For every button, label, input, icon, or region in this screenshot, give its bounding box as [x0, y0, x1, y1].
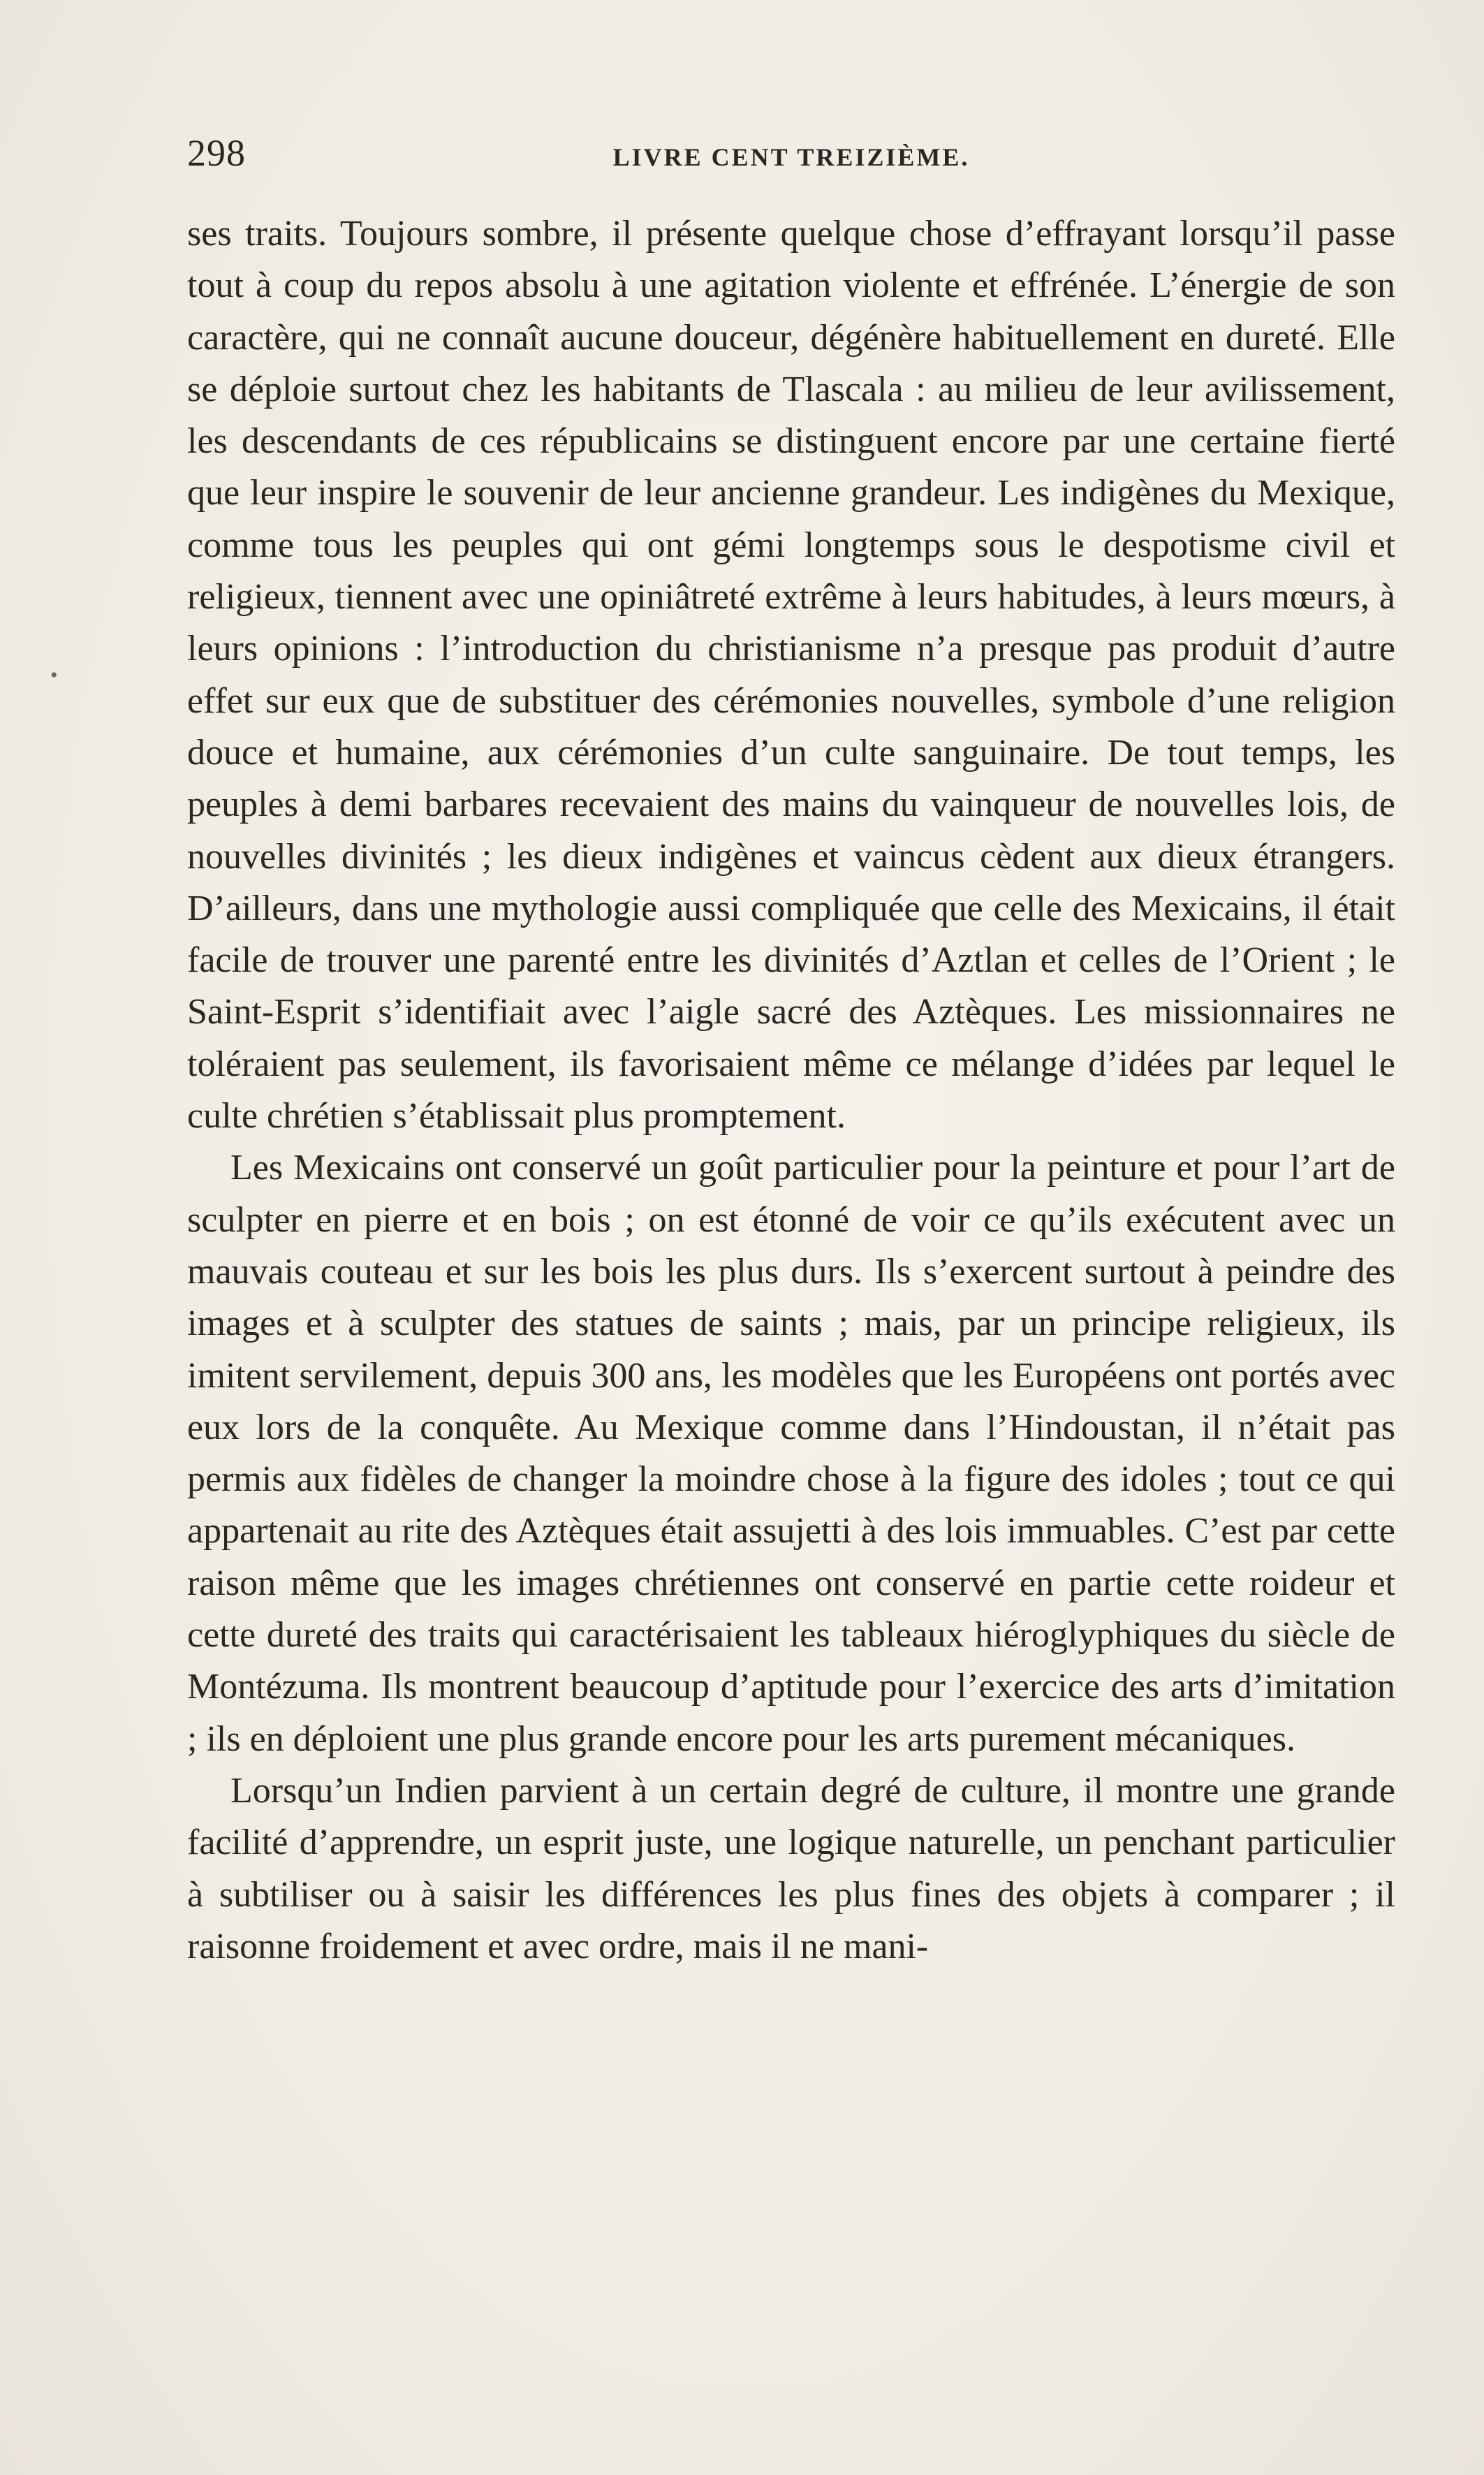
running-title: LIVRE CENT TREIZIÈME.: [612, 143, 970, 171]
paragraph-3: Lorsqu’un Indien parvient à un certain degré de culture, il montre une grande facilité d’apprendre, un esprit juste, une logique naturelle, un penchant particulier à subtiliser ou à saisir les différences les plus fines des objets à comparer ; il raisonne froidement et avec ordre, mais il ne mani-: [187, 1770, 1395, 1966]
margin-mark: •: [50, 664, 58, 687]
paragraph-2: Les Mexicains ont conservé un goût particulier pour la peinture et pour l’art de sculpter en pierre et en bois ; on est étonné de voir ce qu’ils exécutent avec un mauvais couteau et sur les bois les plus durs. Ils s’exercent surtout à peindre des images et à sculpter des statues de saints ; mais, par un principe religieux, ils imitent servilement, depuis 300 ans, les modèles que les Européens ont portés avec eux lors de la conquête. Au Mexique comme dans l’Hindoustan, il n’était pas permis aux fidèles de changer la moindre chose à la figure des idoles ; tout ce qui appartenait au rite des Aztèques était assujetti à des lois immuables. C’est par cette raison même que les images chrétiennes ont conservé en partie cette roideur et cette dureté des traits qui caractérisaient les tableaux hiéroglyphiques du siècle de Montézuma. Ils montrent beaucoup d’aptitude pour l’exercice des arts d’imitation ; ils en déploient une plus grande encore pour les arts purement mécaniques.: [187, 1148, 1395, 1759]
paragraph-1: ses traits. Toujours sombre, il présente quelque chose d’effrayant lorsqu’il passe tout à coup du repos absolu à une agitation violente et effrénée. L’énergie de son caractère, qui ne connaît aucune douceur, dégénère habituellement en dureté. Elle se déploie surtout chez les habitants de Tlascala : au milieu de leur avilissement, les descendants de ces républicains se distinguent encore par une certaine fierté que leur inspire le souvenir de leur ancienne grandeur. Les indigènes du Mexique, comme tous les peuples qui ont gémi longtemps sous le despotisme civil et religieux, tiennent avec une opiniâtreté extrême à leurs habitudes, à leurs mœurs, à leurs opinions : l’introduction du christianisme n’a presque pas produit d’autre effet sur eux que de substituer des cérémonies nouvelles, symbole d’une religion douce et humaine, aux cérémonies d’un culte sanguinaire. De tout temps, les peuples à demi barbares recevaient des mains du vainqueur de nouvelles lois, de nouvelles divinités ; les dieux indigènes et vaincus cèdent aux dieux étrangers. D’ailleurs, dans une mythologie aussi compliquée que celle des Mexicains, il était facile de trouver une parenté entre les divinités d’Aztlan et celles de l’Orient ; le Saint-Esprit s’identifiait avec l’aigle sacré des Aztèques. Les missionnaires ne toléraient pas seulement, ils favorisaient même ce mélange d’idées par lequel le culte chrétien s’établissait plus promptement.: [187, 214, 1395, 1137]
page-header: [187, 131, 1395, 180]
page-number: 298: [187, 132, 246, 174]
body-text: [187, 208, 1395, 1973]
